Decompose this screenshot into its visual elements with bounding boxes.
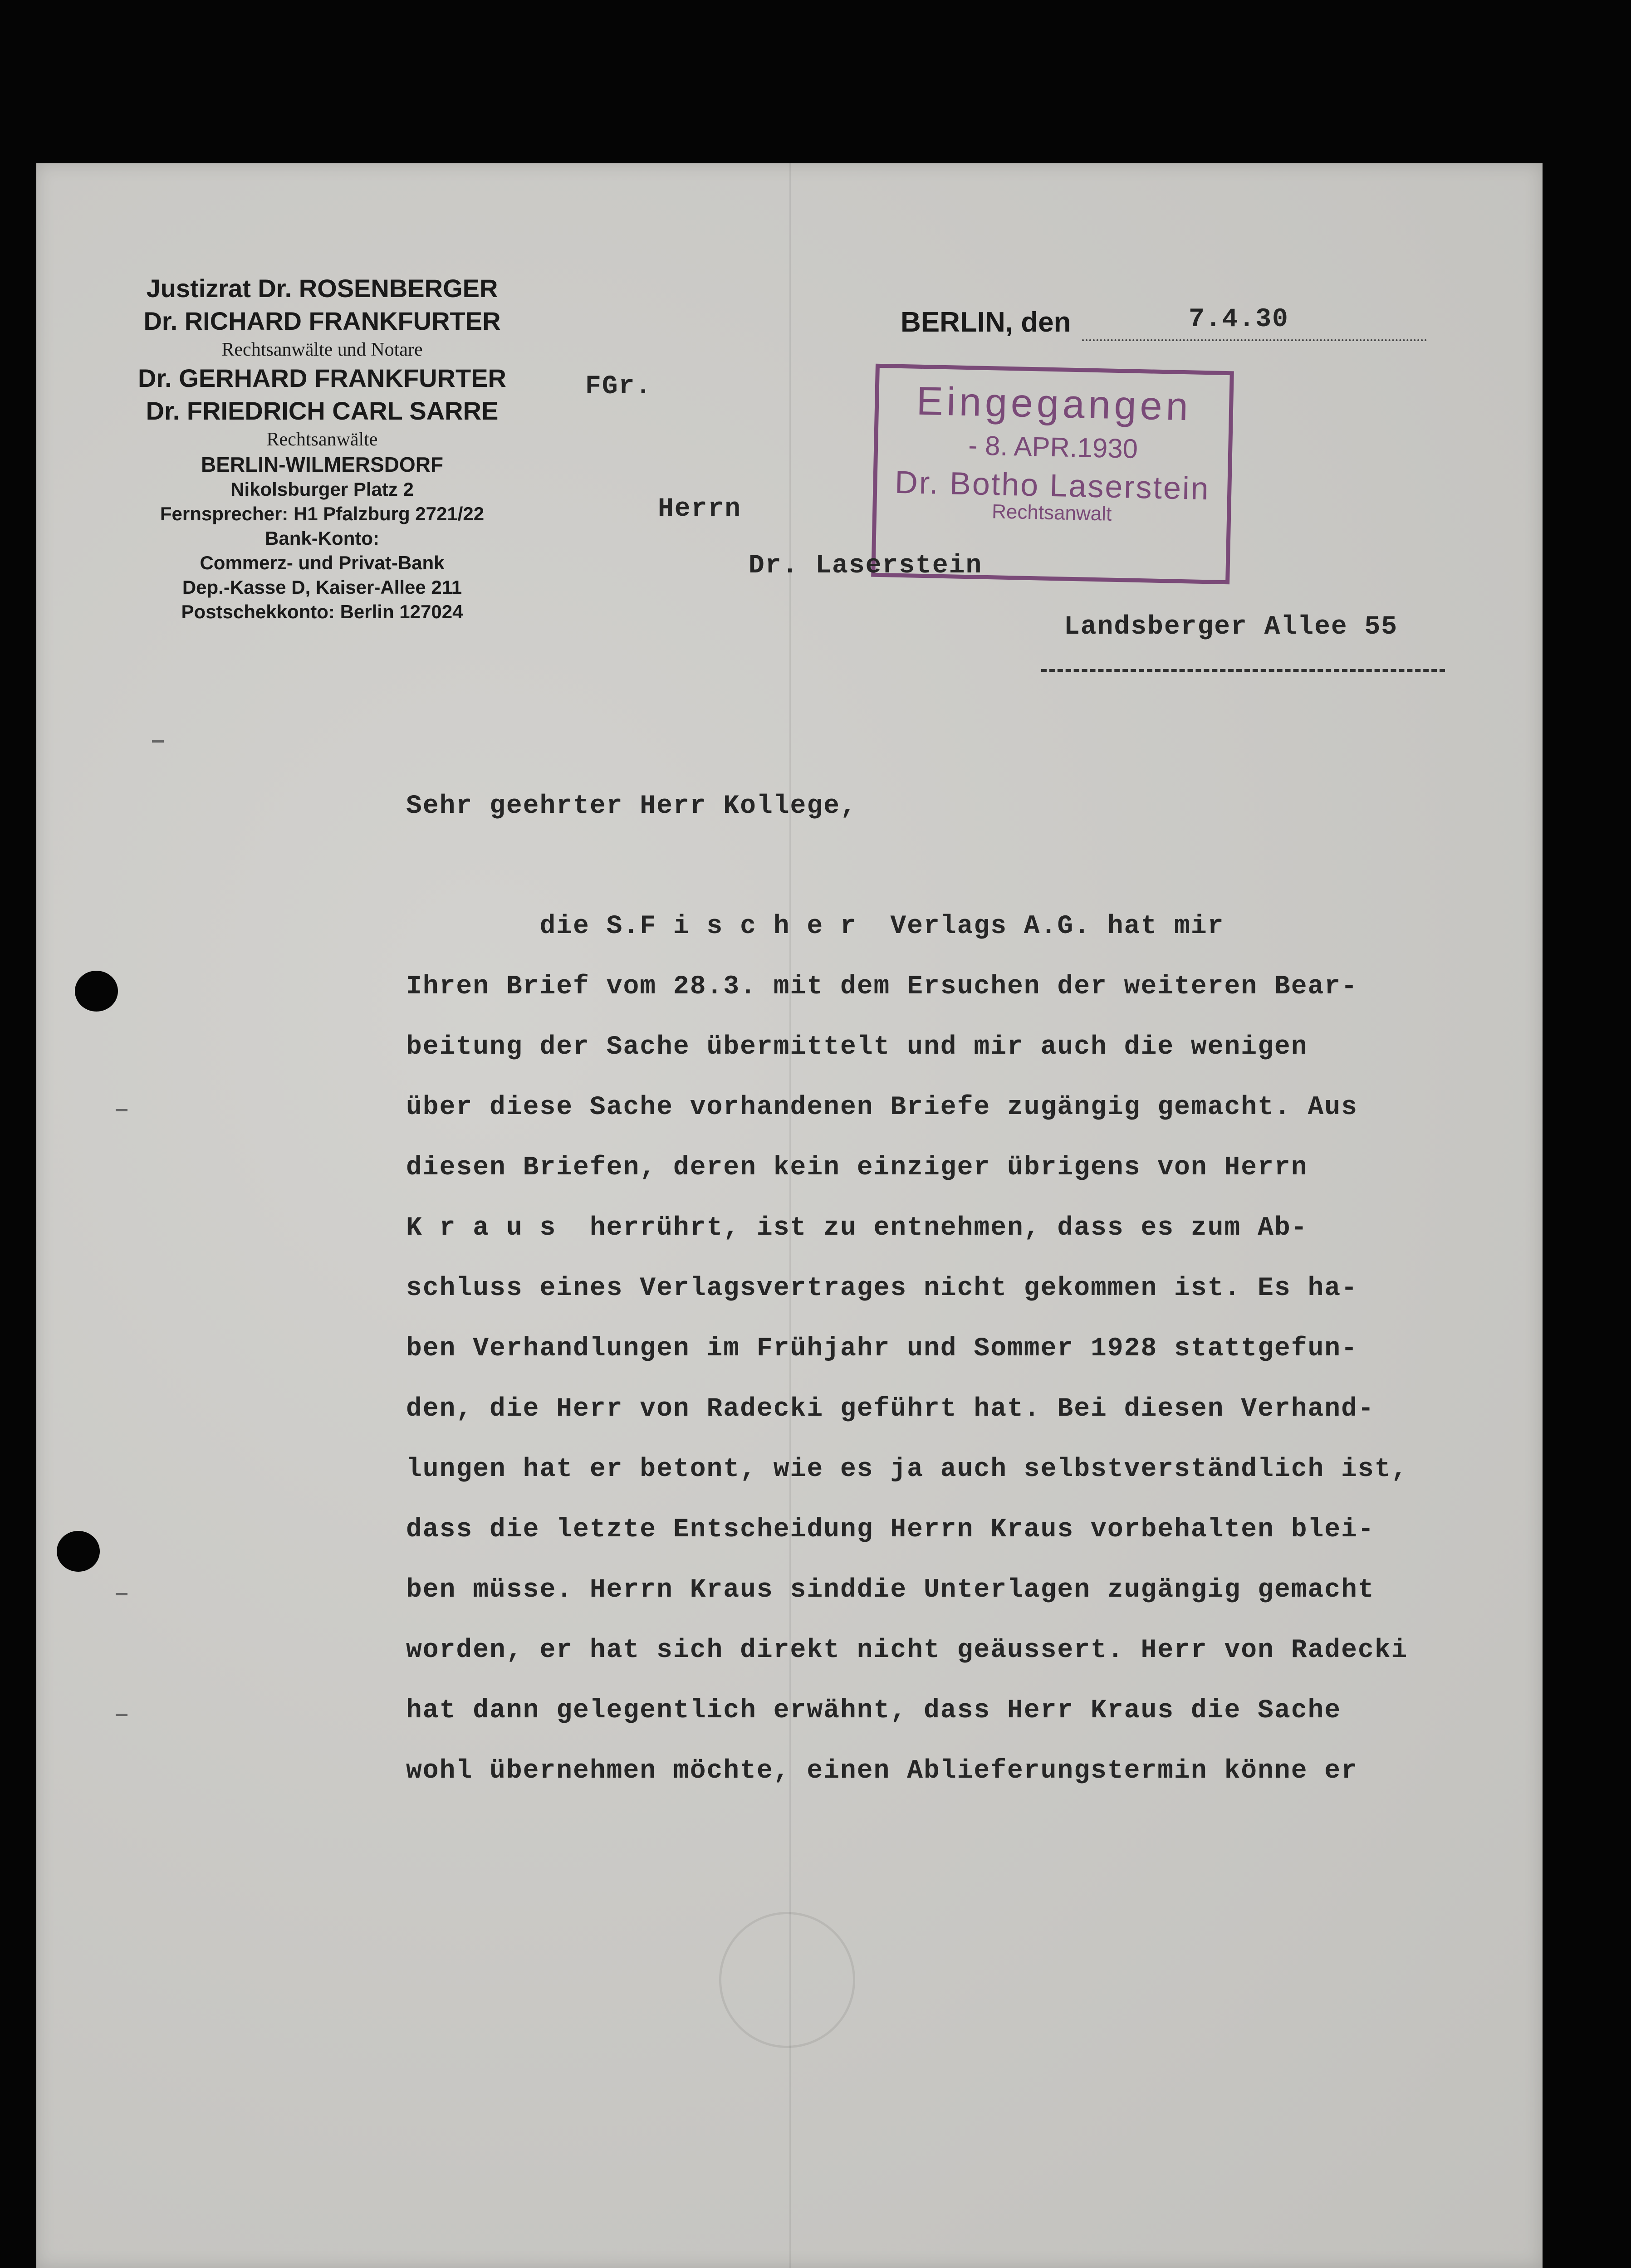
letterhead-line: Bank-Konto:: [265, 528, 379, 549]
letterhead-line: Postschekkonto: Berlin 127024: [181, 601, 463, 622]
body-line: Ihren Brief vom 28.3. mit dem Ersuchen der weiteren Bear-: [406, 972, 1358, 1002]
letterhead-line: Rechtsanwälte: [266, 429, 378, 450]
letterhead-line: BERLIN-WILMERSDORF: [201, 453, 444, 476]
stamp-date: - 8. APR.1930: [968, 430, 1138, 464]
stamp-role: Rechtsanwalt: [991, 500, 1112, 525]
stamp-name: Dr. Botho Laserstein: [894, 464, 1210, 507]
street-underline: [1041, 669, 1445, 672]
margin-mark: [116, 1109, 127, 1111]
letterhead-line: Dr. RICHARD FRANKFURTER: [143, 307, 501, 335]
recipient-street: Landsberger Allee 55: [1064, 612, 1398, 642]
body-line: lungen hat er betont, wie es ja auch selbstverständlich ist,: [406, 1455, 1408, 1484]
recipient-salutation: Herrn: [658, 494, 742, 524]
letterhead-line: Fernsprecher: H1 Pfalzburg 2721/22: [160, 503, 485, 524]
margin-mark: [116, 1714, 127, 1716]
letterhead-line: Dr. FRIEDRICH CARL SARRE: [146, 396, 499, 425]
date-dotted-line: [1082, 339, 1427, 341]
body-line: ben müsse. Herrn Kraus sinddie Unterlagen zugängig gemacht: [406, 1575, 1375, 1605]
letterhead-line: Commerz- und Privat-Bank: [200, 552, 445, 573]
greeting: Sehr geehrter Herr Kollege,: [406, 792, 857, 821]
margin-mark: [152, 740, 164, 743]
city-label: BERLIN, den: [901, 307, 1071, 338]
punch-hole-bottom: [57, 1531, 100, 1572]
letterhead-line: Dep.-Kasse D, Kaiser-Allee 211: [182, 577, 462, 598]
body-line: die S.F i s c h e r Verlags A.G. hat mir: [406, 912, 1224, 941]
letterhead-line: Dr. GERHARD FRANKFURTER: [138, 364, 506, 392]
stamp-title: Eingegangen: [916, 378, 1192, 429]
body-line: über diese Sache vorhandenen Briefe zugängig gemacht. Aus: [406, 1093, 1358, 1122]
letterhead-line: Nikolsburger Platz 2: [230, 479, 414, 500]
body-line: den, die Herr von Radecki geführt hat. Bei diesen Verhand-: [406, 1394, 1375, 1424]
body-line: ben Verhandlungen im Frühjahr und Sommer 1928 stattgefun-: [406, 1334, 1358, 1364]
body-line: schluss eines Verlagsvertrages nicht gekommen ist. Es ha-: [406, 1274, 1358, 1303]
body-line: wohl übernehmen möchte, einen Ablieferungstermin könne er: [406, 1756, 1358, 1786]
body-line: diesen Briefen, deren kein einziger übrigens von Herrn: [406, 1153, 1308, 1183]
body-line: hat dann gelegentlich erwähnt, dass Herr Kraus die Sache: [406, 1696, 1342, 1725]
letterhead-line: Justizrat Dr. ROSENBERGER: [146, 274, 498, 303]
margin-mark: [116, 1593, 127, 1595]
letter-date: 7.4.30: [1189, 305, 1289, 334]
letterhead-line: Rechtsanwälte und Notare: [221, 339, 423, 360]
body-line: beitung der Sache übermittelt und mir auch die wenigen: [406, 1032, 1308, 1062]
body-line: dass die letzte Entscheidung Herrn Kraus vorbehalten blei-: [406, 1515, 1375, 1545]
letterhead: [104, 272, 540, 624]
reference-code: FGr.: [585, 372, 652, 401]
faint-seal-impression: [719, 1912, 855, 2048]
body-line: K r a u s herrührt, ist zu entnehmen, dass es zum Ab-: [406, 1213, 1308, 1243]
recipient-name: Dr. Laserstein: [749, 551, 983, 581]
punch-hole-top: [75, 971, 118, 1012]
body-line: worden, er hat sich direkt nicht geäussert. Herr von Radecki: [406, 1636, 1408, 1665]
